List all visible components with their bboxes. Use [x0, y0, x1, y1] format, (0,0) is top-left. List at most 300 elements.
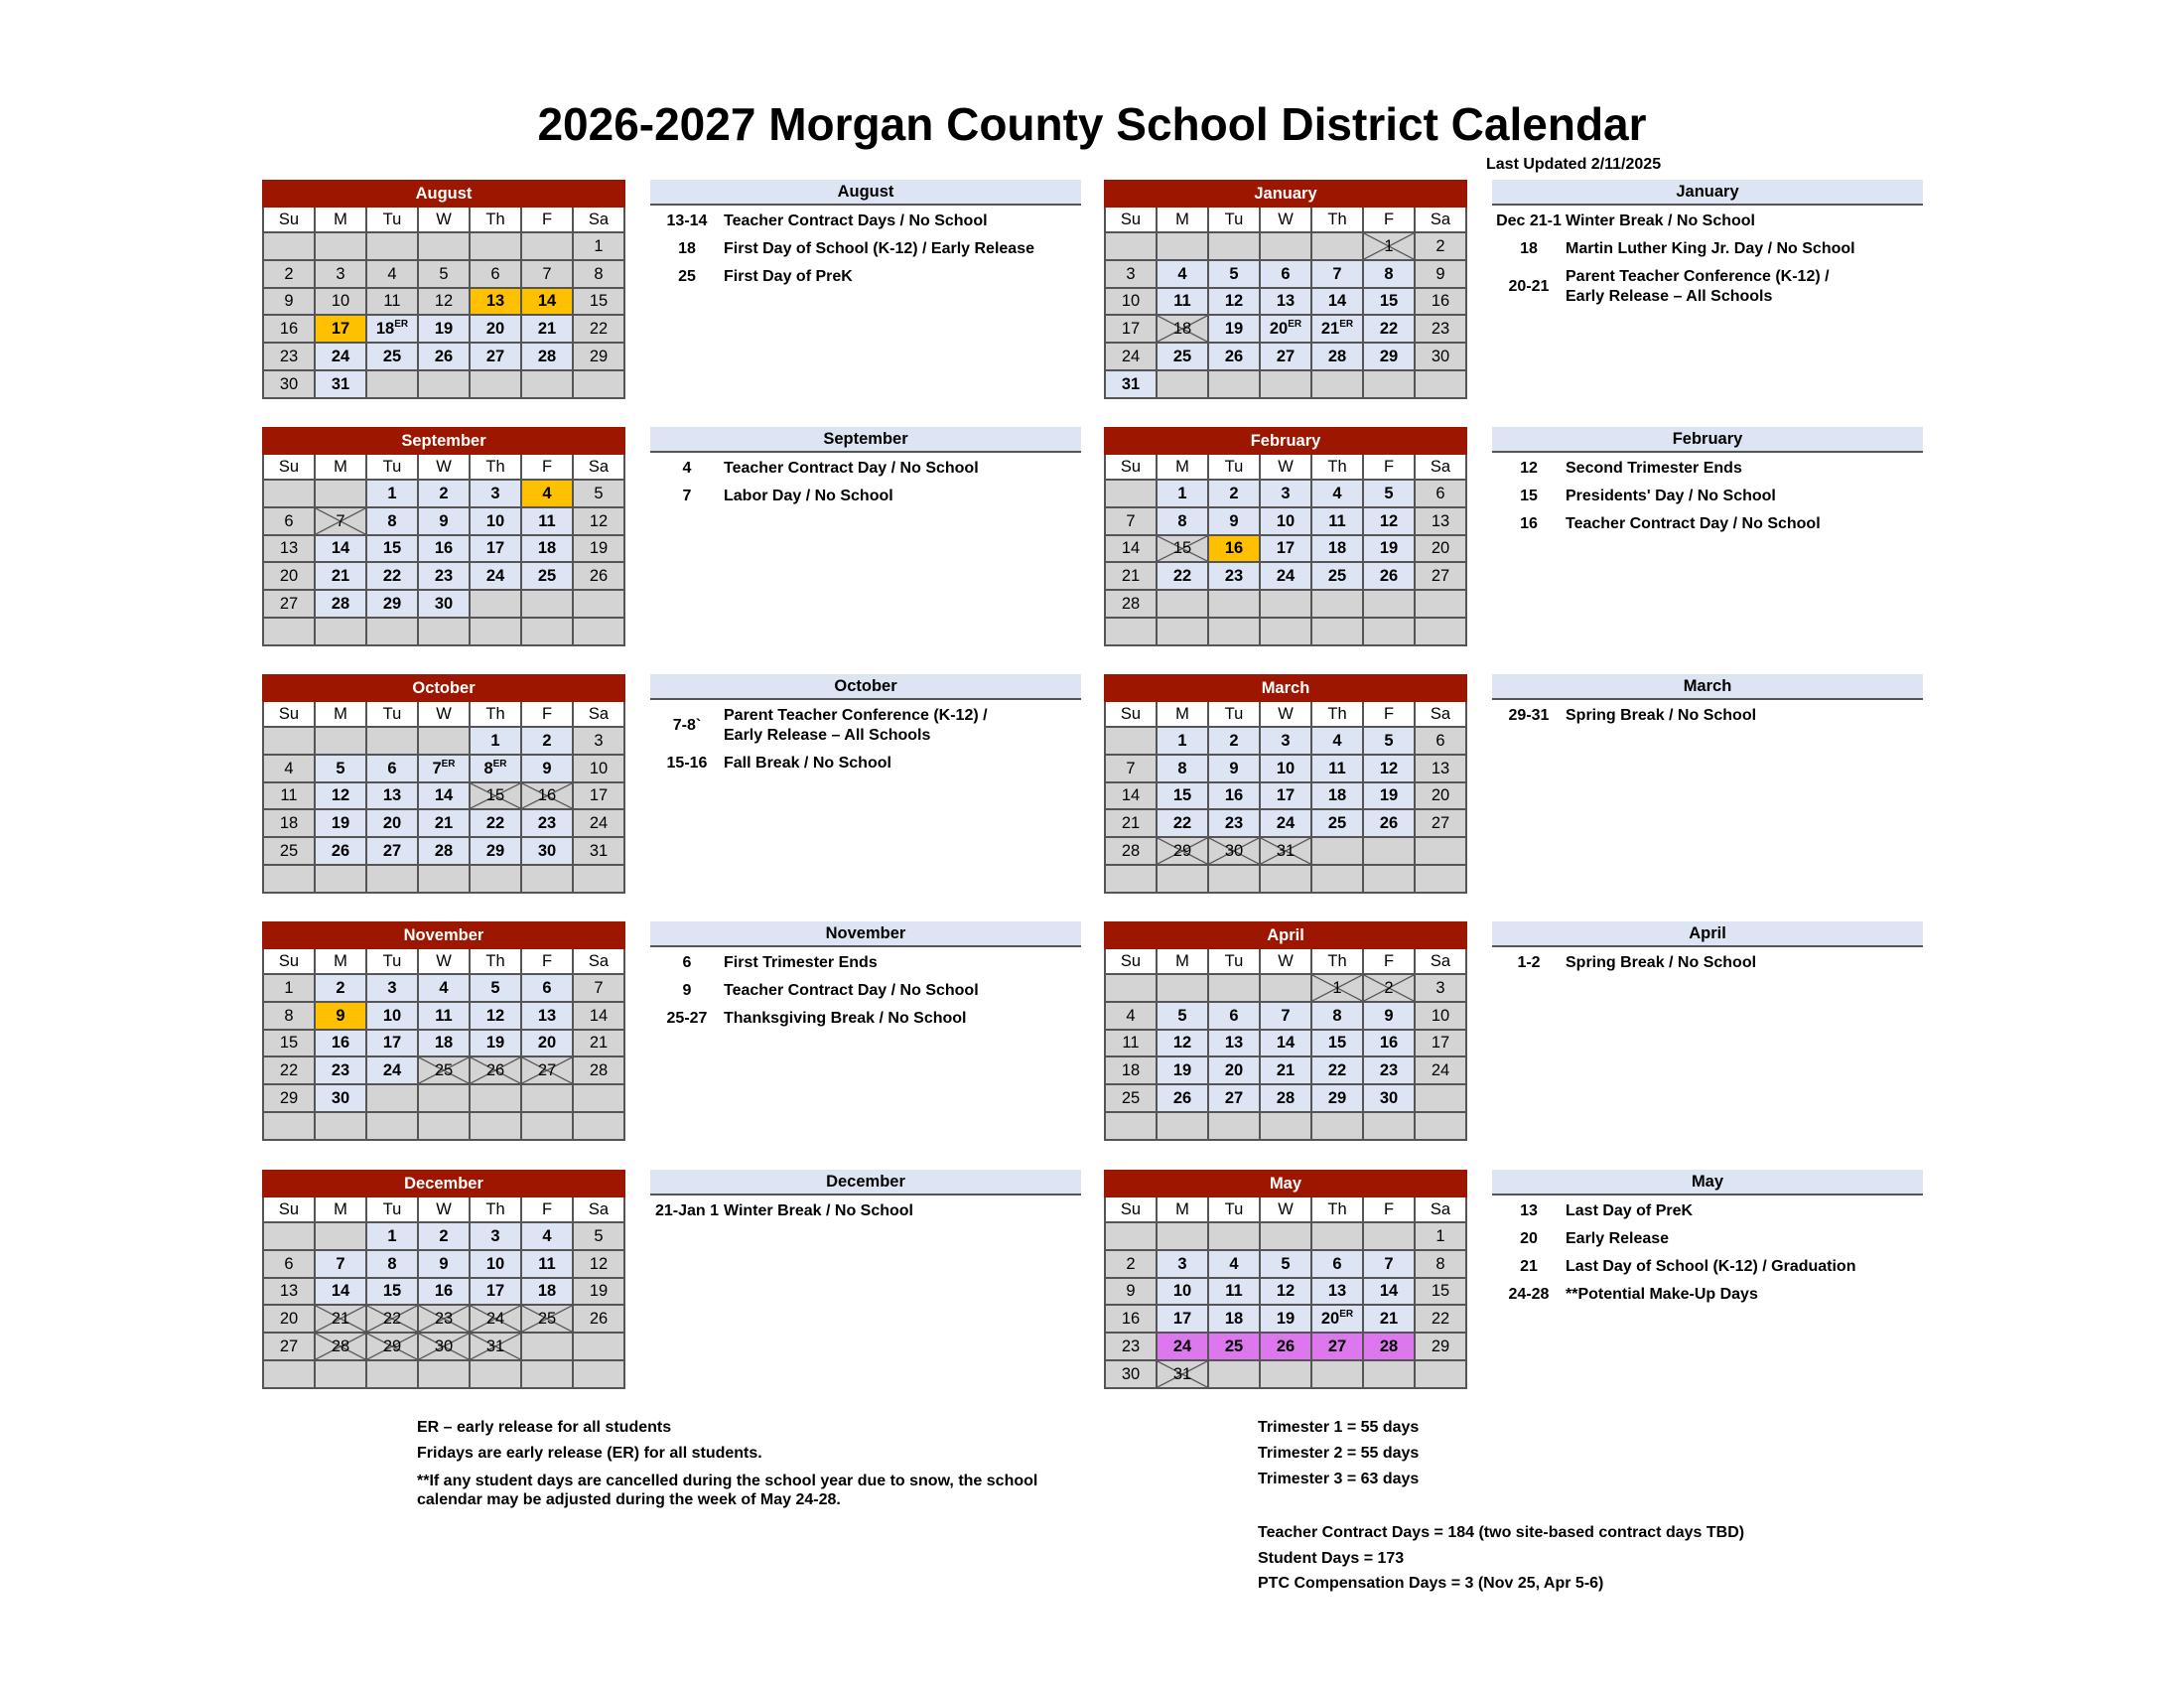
week-row [263, 507, 624, 535]
event-item [1492, 1201, 1969, 1221]
day-cell [1208, 809, 1260, 837]
day-number: 29 [279, 1089, 299, 1108]
day-cell [521, 232, 573, 260]
day-cell [1208, 562, 1260, 590]
day-cell [573, 1360, 624, 1388]
weekday-header: Th [470, 701, 521, 727]
note-fridays: Fridays are early release (ER) for all students. [417, 1445, 762, 1462]
day-number: 18 [279, 814, 299, 833]
day-cell [263, 782, 315, 810]
day-number: 7 [336, 1254, 345, 1273]
day-cell [1260, 590, 1311, 618]
event-text: Teacher Contract Days / No School [724, 212, 988, 229]
day-cell [263, 590, 315, 618]
day-cell [1208, 974, 1260, 1002]
weekday-header: Tu [1208, 701, 1260, 727]
event-item [650, 981, 1127, 1001]
day-number: 11 [1328, 759, 1346, 777]
day-number: 6 [387, 759, 397, 777]
calendar-april [1104, 921, 1467, 1141]
day-number: 15 [1172, 539, 1192, 558]
day-number: 31 [1276, 842, 1296, 861]
day-cell [1208, 1084, 1260, 1112]
weekday-header: Tu [1208, 1196, 1260, 1222]
month-header: January [1105, 181, 1466, 207]
day-cell [263, 1222, 315, 1250]
day-number: 21 [537, 320, 557, 339]
day-cell [1157, 1360, 1208, 1388]
day-cell [1260, 1112, 1311, 1140]
day-cell [263, 1056, 315, 1084]
event-item [1492, 267, 1969, 307]
day-number: 14 [1379, 1282, 1399, 1301]
weekday-header: Sa [573, 948, 624, 974]
day-number: 13 [279, 1282, 299, 1301]
day-cell [418, 1333, 470, 1360]
day-number: 2 [1384, 978, 1394, 997]
event-text: Spring Break / No School [1566, 707, 1757, 724]
day-number: 10 [331, 292, 350, 311]
day-cell [1311, 727, 1363, 755]
day-number: 30 [331, 1089, 350, 1108]
day-cell [1363, 618, 1415, 645]
day-number: 21 [1121, 814, 1141, 833]
weekday-header: Th [470, 207, 521, 232]
day-cell [1363, 1056, 1415, 1084]
week-row [1105, 865, 1466, 893]
day-cell [470, 1002, 521, 1030]
day-number: 6 [284, 1254, 294, 1273]
day-cell [1311, 370, 1363, 398]
day-number: 28 [331, 595, 350, 614]
event-date: 29-31 [1508, 707, 1550, 724]
day-cell [1311, 1305, 1363, 1333]
week-row [1105, 260, 1466, 288]
week-row [1105, 1084, 1466, 1112]
day-cell [1415, 1112, 1466, 1140]
day-number: 18 [1224, 1310, 1244, 1329]
day-number: 6 [1281, 264, 1291, 283]
month-header: February [1105, 428, 1466, 454]
day-cell [1208, 590, 1260, 618]
day-cell [1105, 535, 1157, 563]
day-cell [1311, 232, 1363, 260]
day-number: 4 [1126, 1006, 1136, 1025]
day-number: 10 [1276, 511, 1296, 530]
day-number: 17 [1431, 1034, 1450, 1053]
day-cell [1415, 782, 1466, 810]
day-number: 19 [331, 814, 350, 833]
day-cell [1415, 1222, 1466, 1250]
day-number: 28 [1379, 1337, 1399, 1356]
weekday-header: W [418, 1196, 470, 1222]
day-cell [315, 590, 366, 618]
day-cell [470, 1222, 521, 1250]
day-cell [418, 260, 470, 288]
day-cell [1208, 1112, 1260, 1140]
day-cell [315, 865, 366, 893]
event-text: **Potential Make-Up Days [1566, 1286, 1758, 1303]
day-number: 9 [1229, 511, 1239, 530]
day-number: 3 [1435, 978, 1445, 997]
day-cell [1415, 1305, 1466, 1333]
day-number: 18 [1327, 786, 1347, 805]
day-cell [573, 727, 624, 755]
day-cell [1105, 865, 1157, 893]
day-cell [263, 562, 315, 590]
week-row [1105, 507, 1466, 535]
day-cell [1105, 343, 1157, 370]
day-number: 28 [537, 348, 557, 366]
day-number: 19 [1379, 539, 1399, 558]
day-number: 29 [1327, 1089, 1347, 1108]
day-cell [418, 755, 470, 782]
ptc-compensation-days: PTC Compensation Days = 3 (Nov 25, Apr 5-6) [1258, 1575, 1604, 1592]
weekday-header: Sa [573, 454, 624, 480]
day-cell [521, 618, 573, 645]
day-number: 8 [1435, 1254, 1445, 1273]
weekday-header: W [1260, 454, 1311, 480]
event-date: 18 [678, 240, 696, 257]
legend-notes [417, 1418, 1092, 1509]
day-number: 5 [1177, 1006, 1187, 1025]
event-date: 4 [682, 460, 692, 477]
day-number: 22 [589, 320, 609, 339]
day-cell [1260, 618, 1311, 645]
day-cell [470, 727, 521, 755]
day-cell [470, 618, 521, 645]
day-number: 8 [387, 1254, 397, 1273]
day-number: 12 [1224, 292, 1244, 311]
day-cell [470, 1305, 521, 1333]
week-row [1105, 974, 1466, 1002]
day-number: 5 [1384, 731, 1394, 750]
day-cell [470, 343, 521, 370]
day-number: 14 [537, 292, 557, 311]
day-cell [366, 618, 418, 645]
weekday-header: Su [1105, 207, 1157, 232]
day-number: 11 [538, 511, 556, 530]
event-text: Martin Luther King Jr. Day / No School [1566, 240, 1855, 257]
day-cell [1311, 288, 1363, 316]
day-number: 9 [439, 1254, 449, 1273]
day-number: 23 [279, 348, 299, 366]
day-number: 11 [1122, 1034, 1140, 1053]
day-number: 27 [485, 348, 505, 366]
weekday-header: M [1157, 1196, 1208, 1222]
day-cell [1363, 974, 1415, 1002]
event-text: Parent Teacher Conference (K-12) / Early Release – All Schools [1566, 268, 1830, 305]
day-number: 6 [490, 264, 500, 283]
day-cell [1208, 1002, 1260, 1030]
event-text: Teacher Contract Day / No School [1566, 515, 1821, 532]
day-cell [573, 1084, 624, 1112]
day-cell [263, 370, 315, 398]
day-cell [1157, 837, 1208, 865]
day-cell [521, 755, 573, 782]
day-cell [1208, 1030, 1260, 1057]
week-row [1105, 1250, 1466, 1278]
day-cell [470, 535, 521, 563]
day-number: 22 [1379, 320, 1399, 339]
weekday-header: W [1260, 701, 1311, 727]
week-row [1105, 535, 1466, 563]
day-number: 8 [1177, 511, 1187, 530]
day-cell [573, 1333, 624, 1360]
day-cell [263, 232, 315, 260]
day-number: 28 [1327, 348, 1347, 366]
day-cell [1208, 1360, 1260, 1388]
weekday-header: Th [1311, 1196, 1363, 1222]
trimester-1: Trimester 1 = 55 days [1258, 1419, 1420, 1436]
day-cell [1415, 837, 1466, 865]
weekday-header: W [418, 948, 470, 974]
weekday-header: Th [470, 1196, 521, 1222]
day-number: 2 [542, 731, 552, 750]
weekday-header: Sa [573, 701, 624, 727]
day-cell [1311, 1084, 1363, 1112]
event-date: 13-14 [666, 212, 708, 229]
day-number: 20 [279, 567, 299, 586]
day-cell [1105, 562, 1157, 590]
day-cell [1415, 1030, 1466, 1057]
day-cell [418, 507, 470, 535]
day-number: 23 [434, 567, 454, 586]
day-number: 26 [1276, 1337, 1296, 1356]
day-cell [1208, 315, 1260, 343]
day-cell [1415, 232, 1466, 260]
day-number: 15 [485, 786, 505, 805]
day-number: 10 [382, 1006, 402, 1025]
day-number: 22 [485, 814, 505, 833]
day-cell [263, 1112, 315, 1140]
events-list-september [650, 459, 1127, 514]
day-number: 2 [1229, 484, 1239, 502]
day-number: 24 [485, 567, 505, 586]
day-cell [418, 1084, 470, 1112]
day-cell [521, 480, 573, 507]
events-header-april: April [1492, 921, 1923, 947]
day-cell [1363, 755, 1415, 782]
day-number: 2 [1126, 1254, 1136, 1273]
day-counts [1258, 1418, 1953, 1593]
week-row [1105, 837, 1466, 865]
day-cell [1208, 343, 1260, 370]
week-row [263, 562, 624, 590]
weekday-header: Sa [1415, 701, 1466, 727]
day-cell [1260, 1084, 1311, 1112]
day-cell [315, 1084, 366, 1112]
event-text: Last Day of School (K-12) / Graduation [1566, 1258, 1856, 1275]
day-cell [1208, 782, 1260, 810]
day-number: 3 [387, 978, 397, 997]
day-cell [1208, 288, 1260, 316]
week-row [263, 315, 624, 343]
day-cell [521, 288, 573, 316]
day-number: 7 [1332, 264, 1342, 283]
event-date: 25 [678, 268, 696, 285]
day-cell [1105, 590, 1157, 618]
day-number: 20 [279, 1310, 299, 1329]
day-cell [1157, 232, 1208, 260]
week-row [263, 260, 624, 288]
day-cell [470, 562, 521, 590]
event-text: First Day of School (K-12) / Early Release [724, 240, 1034, 257]
day-number: 1 [490, 731, 500, 750]
day-cell [1363, 837, 1415, 865]
week-row [263, 1084, 624, 1112]
day-cell [1363, 260, 1415, 288]
events-header-march: March [1492, 674, 1923, 700]
day-cell [573, 288, 624, 316]
day-number: 24 [1431, 1061, 1450, 1080]
day-cell [573, 618, 624, 645]
week-row [1105, 1278, 1466, 1306]
day-cell [418, 1056, 470, 1084]
event-item [650, 211, 1127, 231]
day-cell [263, 1305, 315, 1333]
day-cell [418, 727, 470, 755]
day-cell [521, 1112, 573, 1140]
day-cell [470, 1360, 521, 1388]
day-number: 27 [1224, 1089, 1244, 1108]
event-date: 1-2 [1517, 954, 1541, 971]
day-cell [263, 809, 315, 837]
day-number: 25 [1224, 1337, 1244, 1356]
day-number: 30 [434, 595, 454, 614]
events-list-october [650, 706, 1127, 781]
day-cell [1260, 782, 1311, 810]
day-cell [315, 1305, 366, 1333]
day-cell [418, 232, 470, 260]
day-number: 8 [1177, 759, 1187, 777]
day-cell [315, 1112, 366, 1140]
day-cell [315, 974, 366, 1002]
student-days: Student Days = 173 [1258, 1550, 1405, 1567]
weekday-header: Th [1311, 454, 1363, 480]
day-cell [1260, 1002, 1311, 1030]
day-number: 17 [589, 786, 609, 805]
week-row [263, 809, 624, 837]
week-row [263, 865, 624, 893]
day-cell [315, 1250, 366, 1278]
calendar-december [262, 1170, 625, 1389]
day-cell [521, 1084, 573, 1112]
day-number: 11 [1328, 511, 1346, 530]
day-number: 28 [1276, 1089, 1296, 1108]
day-number: 27 [537, 1061, 557, 1080]
event-item [650, 239, 1127, 259]
day-number: 1 [387, 484, 397, 502]
day-number: 24 [589, 814, 609, 833]
weekday-header: Su [263, 454, 315, 480]
day-number: 22 [1327, 1061, 1347, 1080]
week-row [263, 974, 624, 1002]
weekday-header: Su [1105, 1196, 1157, 1222]
day-number: 8 [387, 511, 397, 530]
day-cell [1157, 1112, 1208, 1140]
day-cell [1105, 837, 1157, 865]
event-text: Second Trimester Ends [1566, 460, 1742, 477]
event-item [1492, 706, 1969, 726]
weekday-header: M [315, 1196, 366, 1222]
day-cell [366, 1056, 418, 1084]
events-header-september: September [650, 427, 1081, 453]
day-cell [315, 618, 366, 645]
day-number: 11 [383, 292, 401, 311]
day-cell [1363, 562, 1415, 590]
day-cell [470, 1112, 521, 1140]
weekday-header: Su [1105, 454, 1157, 480]
weekday-header: W [1260, 948, 1311, 974]
day-cell [521, 837, 573, 865]
event-date: 18 [1520, 240, 1538, 257]
day-cell [315, 480, 366, 507]
day-number: 29 [485, 842, 505, 861]
day-cell [315, 1056, 366, 1084]
day-number: 22 [279, 1061, 299, 1080]
day-cell [418, 1360, 470, 1388]
week-row [263, 232, 624, 260]
weekday-header: Sa [573, 1196, 624, 1222]
day-cell [1363, 480, 1415, 507]
day-cell [418, 809, 470, 837]
day-number: 2 [336, 978, 345, 997]
day-cell [573, 590, 624, 618]
weekday-header: Sa [573, 207, 624, 232]
weekday-header: F [521, 701, 573, 727]
day-number: 8 [284, 1006, 294, 1025]
events-header-may: May [1492, 1170, 1923, 1196]
event-item [650, 706, 1127, 746]
week-row [263, 1305, 624, 1333]
day-number: 25 [1121, 1089, 1141, 1108]
day-number: 21 [1320, 320, 1340, 339]
event-date: 6 [682, 954, 692, 971]
weekday-header: Th [470, 454, 521, 480]
day-cell [1208, 370, 1260, 398]
event-text: Winter Break / No School [1566, 212, 1755, 229]
day-cell [315, 1278, 366, 1306]
week-row [263, 1112, 624, 1140]
day-cell [573, 343, 624, 370]
day-cell [521, 1305, 573, 1333]
day-cell [366, 782, 418, 810]
day-number: 15 [382, 539, 402, 558]
day-number: 31 [331, 374, 350, 393]
day-cell [315, 232, 366, 260]
events-list-may [1492, 1201, 1969, 1313]
day-cell [1260, 727, 1311, 755]
day-cell [1260, 865, 1311, 893]
day-number: 17 [1276, 786, 1296, 805]
event-item [1492, 487, 1969, 506]
day-cell [1311, 809, 1363, 837]
day-number: 1 [1384, 236, 1394, 255]
day-cell [1260, 1360, 1311, 1388]
day-cell [1311, 562, 1363, 590]
day-number: 26 [589, 567, 609, 586]
day-cell [366, 370, 418, 398]
day-cell [315, 1360, 366, 1388]
weekday-header: Sa [1415, 948, 1466, 974]
weekday-header: Th [1311, 207, 1363, 232]
day-cell [1157, 260, 1208, 288]
weekday-header: F [1363, 207, 1415, 232]
month-header: November [263, 922, 624, 948]
day-cell [1260, 507, 1311, 535]
day-cell [366, 1333, 418, 1360]
